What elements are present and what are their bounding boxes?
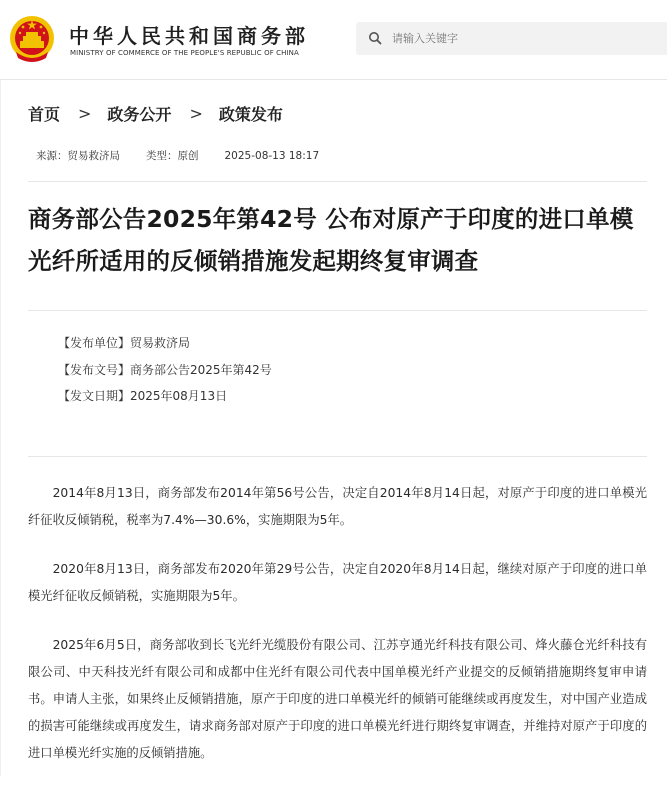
breadcrumb-home[interactable]: 首页 xyxy=(28,105,61,124)
divider xyxy=(28,310,647,311)
national-emblem-icon[interactable] xyxy=(8,14,56,64)
breadcrumb-separator: > xyxy=(189,104,203,123)
site-header xyxy=(0,0,667,80)
info-document-number: 【发布文号】商务部公告2025年第42号 xyxy=(58,362,272,377)
info-issue-date: 【发文日期】2025年08月13日 xyxy=(58,389,228,403)
article-title: 商务部公告2025年第42号 公布对原产于印度的进口单模光纤所适用的反倾销措施发起期终复审调查 xyxy=(28,205,634,275)
meta-type: 类型：原创 xyxy=(146,150,199,162)
left-border xyxy=(0,80,1,776)
site-name-english: MINISTRY OF COMMERCE OF THE PEOPLE'S REPUBLIC OF CHINA xyxy=(70,49,299,57)
breadcrumb-policy-release[interactable]: 政策发布 xyxy=(218,105,283,124)
search-icon[interactable] xyxy=(368,31,382,45)
body-paragraph: 2025年6月5日，商务部收到长飞光纤光缆股份有限公司、江苏亨通光纤科技有限公司、烽火藤仓光纤科技有限公司、中天科技光纤有限公司和成都中住光纤有限公司代表中国单模光纤产业提交的反倾销措施期终复审申请书。申请人主张，如果终止反倾销措施，原产于印度的进口单模光纤的倾销可能继续或再度发生，对中国产业造成的损害可能继续或再度发生，请求商务部对原产于印度的进口单模光纤进行期终复审调查，并维持对原产于印度的进口单模光纤实施的反倾销措施。 xyxy=(28,638,647,760)
search-box[interactable] xyxy=(356,22,667,55)
breadcrumb-government-affairs[interactable]: 政务公开 xyxy=(107,105,172,124)
article-meta xyxy=(36,148,319,163)
meta-source: 来源：贸易救济局 xyxy=(36,150,120,162)
divider xyxy=(28,456,647,457)
info-issuer: 【发布单位】贸易救济局 xyxy=(58,336,191,350)
meta-date: 2025-08-13 18:17 xyxy=(224,150,320,162)
body-paragraph: 2014年8月13日，商务部发布2014年第56号公告，决定自2014年8月14日起，对原产于印度的进口单模光纤征收反倾销税，税率为7.4%—30.6%，实施期限为5年。 xyxy=(28,486,647,527)
body-paragraph: 2020年8月13日，商务部发布2020年第29号公告，决定自2020年8月14日起，继续对原产于印度的进口单模光纤征收反倾销税，实施期限为5年。 xyxy=(28,562,647,603)
article-info xyxy=(58,330,272,410)
breadcrumb-separator: > xyxy=(78,104,92,123)
site-name[interactable]: 中华人民共和国商务部 xyxy=(69,24,309,48)
article-body xyxy=(28,480,647,789)
divider xyxy=(28,181,647,182)
breadcrumb xyxy=(28,102,283,125)
search-input[interactable] xyxy=(392,22,652,55)
